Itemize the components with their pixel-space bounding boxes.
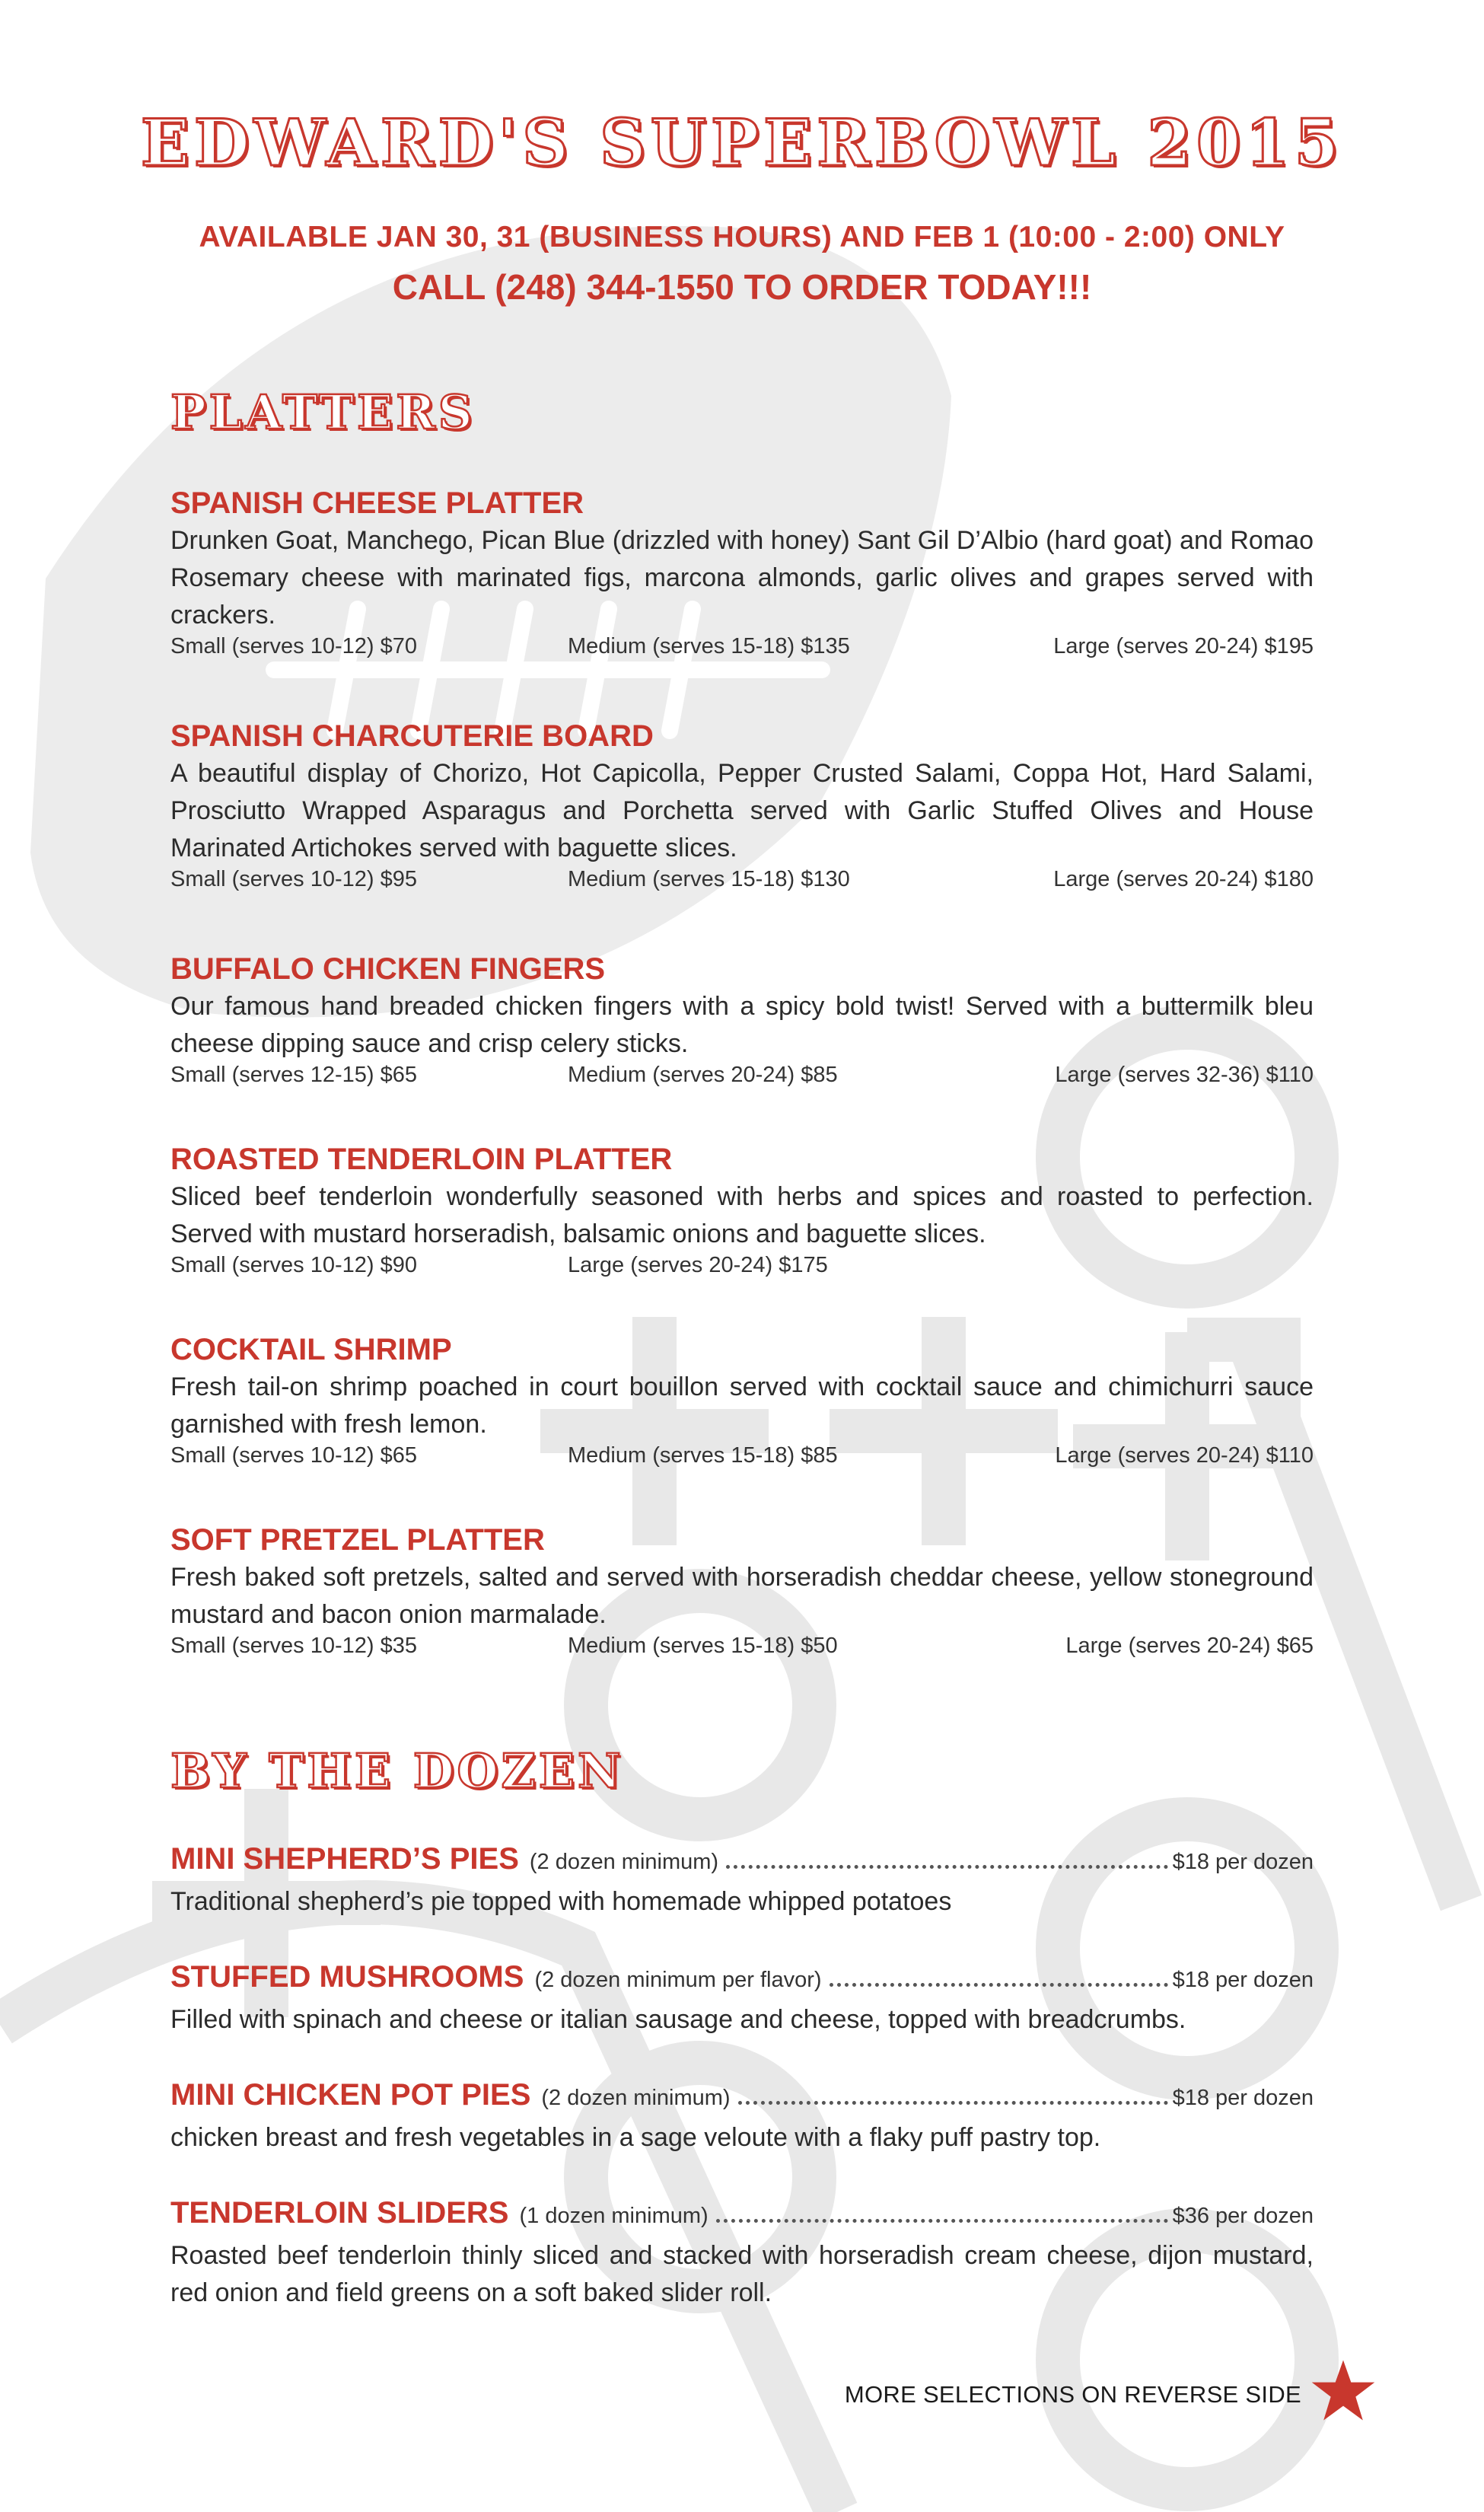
price-medium: Medium (serves 15-18) $130	[568, 867, 850, 891]
item-minimum: (2 dozen minimum)	[541, 2086, 731, 2110]
price-large: Large (serves 32-36) $110	[1055, 1063, 1314, 1087]
item-description: Fresh tail-on shrimp poached in court bouillon served with cocktail sauce and chimichurri sauce garnished with fresh lemon.	[170, 1372, 1314, 1439]
price-large: Large (serves 20-24) $65	[1065, 1634, 1314, 1658]
item-description: Fresh baked soft pretzels, salted and served with horseradish cheddar cheese, yellow stoneground mustard and bacon onion marmalade.	[170, 1563, 1314, 1629]
item-name: TENDERLOIN SLIDERS	[170, 2196, 509, 2230]
item-name: SPANISH CHEESE PLATTER	[170, 486, 584, 520]
dot-leader	[716, 2219, 1168, 2223]
dozen-line	[170, 2078, 1314, 2119]
dozen-line	[170, 1842, 1314, 1883]
dozen-item	[170, 1842, 1314, 1921]
page-title: EDWARD'S SUPERBOWL 2015	[140, 105, 1344, 180]
price-small: Small (serves 10-12) $90	[170, 1253, 417, 1277]
price-medium: Medium (serves 20-24) $85	[568, 1063, 838, 1087]
item-description: Filled with spinach and cheese or italian sausage and cheese, topped with breadcrumbs.	[170, 2005, 1186, 2034]
item-name: SOFT PRETZEL PLATTER	[170, 1523, 545, 1557]
menu-item	[170, 484, 1314, 665]
item-name: MINI CHICKEN POT PIES	[170, 2078, 531, 2112]
price-row	[170, 1253, 1314, 1283]
menu-item	[170, 1331, 1314, 1474]
dozen-line	[170, 2196, 1314, 2237]
price-row	[170, 1443, 1314, 1474]
dozen-item	[170, 1960, 1314, 2039]
item-name: STUFFED MUSHROOMS	[170, 1960, 524, 1994]
price-large: Large (serves 20-24) $110	[1055, 1443, 1314, 1468]
menu-item	[170, 717, 1314, 897]
dot-leader	[726, 1865, 1168, 1869]
star-icon	[1310, 2358, 1376, 2422]
section-heading-by-the-dozen: BY THE DOZEN	[170, 1743, 624, 1799]
price-medium: Medium (serves 15-18) $135	[568, 634, 850, 658]
item-name: SPANISH CHARCUTERIE BOARD	[170, 719, 654, 753]
section-heading-platters: PLATTERS	[170, 384, 476, 440]
price-small: Small (serves 10-12) $65	[170, 1443, 417, 1468]
item-price: $18 per dozen	[1172, 1968, 1314, 1992]
price-small: Small (serves 10-12) $95	[170, 867, 417, 891]
price-row	[170, 634, 1314, 665]
menu-item	[170, 950, 1314, 1093]
item-description: Traditional shepherd’s pie topped with homemade whipped potatoes	[170, 1887, 952, 1916]
item-price: $18 per dozen	[1172, 2086, 1314, 2110]
item-description: Drunken Goat, Manchego, Pican Blue (drizzled with honey) Sant Gil D’Albio (hard goat) and Romao Rosemary cheese with marinated figs, marcona almonds, garlic olives and grapes served with crackers.	[170, 526, 1314, 630]
menu-item	[170, 1140, 1314, 1283]
price-row	[170, 1634, 1314, 1664]
item-description: chicken breast and fresh vegetables in a sage veloute with a flaky puff pastry top.	[170, 2123, 1101, 2152]
price-row	[170, 867, 1314, 897]
price-large: Large (serves 20-24) $195	[1053, 634, 1314, 658]
dot-leader	[830, 1983, 1168, 1987]
price-medium: Medium (serves 15-18) $85	[568, 1443, 838, 1468]
item-description: Roasted beef tenderloin thinly sliced and stacked with horseradish cream cheese, dijon mustard, red onion and field greens on a soft baked slider roll.	[170, 2241, 1314, 2307]
item-name: BUFFALO CHICKEN FINGERS	[170, 952, 606, 986]
item-price: $18 per dozen	[1172, 1850, 1314, 1874]
price-row	[170, 1063, 1314, 1093]
call-to-order: CALL (248) 344-1550 TO ORDER TODAY!!!	[392, 267, 1092, 307]
availability-note: AVAILABLE JAN 30, 31 (BUSINESS HOURS) AND FEB 1 (10:00 - 2:00) ONLY	[199, 221, 1285, 253]
item-description: Sliced beef tenderloin wonderfully seasoned with herbs and spices and roasted to perfection. Served with mustard horseradish, balsamic onions and baguette slices.	[170, 1182, 1314, 1248]
item-minimum: (2 dozen minimum per flavor)	[534, 1968, 822, 1992]
item-name: MINI SHEPHERD’S PIES	[170, 1842, 519, 1876]
dozen-line	[170, 1960, 1314, 2001]
price-medium: Medium (serves 15-18) $50	[568, 1634, 838, 1658]
price-small: Small (serves 10-12) $35	[170, 1634, 417, 1658]
item-minimum: (2 dozen minimum)	[529, 1850, 719, 1874]
dozen-item	[170, 2078, 1314, 2157]
item-price: $36 per dozen	[1172, 2204, 1314, 2228]
item-name: ROASTED TENDERLOIN PLATTER	[170, 1143, 673, 1176]
item-description: Our famous hand breaded chicken fingers with a spicy bold twist! Served with a buttermilk bleu cheese dipping sauce and crisp celery sticks.	[170, 992, 1314, 1058]
item-minimum: (1 dozen minimum)	[519, 2204, 709, 2228]
price-large: Large (serves 20-24) $175	[568, 1253, 828, 1277]
price-large: Large (serves 20-24) $180	[1053, 867, 1314, 891]
menu-item	[170, 1521, 1314, 1664]
price-small: Small (serves 10-12) $70	[170, 634, 417, 658]
item-name: COCKTAIL SHRIMP	[170, 1333, 452, 1366]
dot-leader	[738, 2101, 1168, 2105]
price-small: Small (serves 12-15) $65	[170, 1063, 417, 1087]
reverse-side-note: MORE SELECTIONS ON REVERSE SIDE	[844, 2381, 1301, 2408]
item-description: A beautiful display of Chorizo, Hot Capicolla, Pepper Crusted Salami, Coppa Hot, Hard Salami, Prosciutto Wrapped Asparagus and Porchetta served with Garlic Stuffed Olives and House Marinated Artichokes served with baguette slices.	[170, 759, 1314, 862]
dozen-item	[170, 2196, 1314, 2312]
